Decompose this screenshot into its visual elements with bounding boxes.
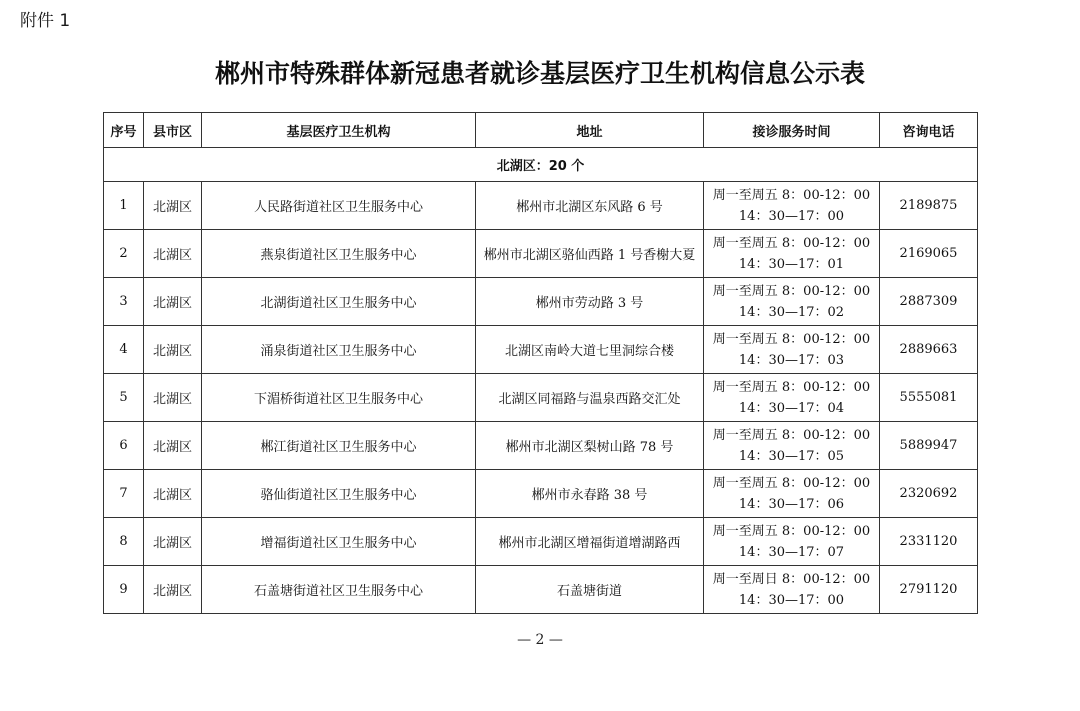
row-institution: 北湖街道社区卫生服务中心: [202, 278, 476, 326]
row-district: 北湖区: [144, 518, 202, 566]
row-hours-afternoon: 14：30—17：07: [738, 544, 845, 560]
row-hours-morning: 周一至周五 8：00-12：00: [712, 427, 871, 443]
row-number: 4: [104, 326, 144, 374]
row-address: 郴州市北湖区梨树山路 78 号: [476, 422, 704, 470]
row-hours-afternoon: 14：30—17：00: [738, 592, 845, 608]
row-hours-morning: 周一至周五 8：00-12：00: [712, 523, 871, 539]
column-header-district: 县市区: [144, 113, 202, 148]
row-hours-afternoon: 14：30—17：06: [738, 496, 845, 512]
row-hours: [704, 374, 880, 422]
row-hours-afternoon: 14：30—17：02: [738, 304, 845, 320]
row-district: 北湖区: [144, 422, 202, 470]
column-header-institution: 基层医疗卫生机构: [202, 113, 476, 148]
row-address: 郴州市北湖区东风路 6 号: [476, 182, 704, 230]
row-address: 郴州市劳动路 3 号: [476, 278, 704, 326]
row-address: 郴州市北湖区增福街道增湖路西: [476, 518, 704, 566]
row-phone: 2189875: [880, 182, 978, 230]
row-hours-morning: 周一至周五 8：00-12：00: [712, 187, 871, 203]
row-institution: 下湄桥街道社区卫生服务中心: [202, 374, 476, 422]
row-address: 郴州市永春路 38 号: [476, 470, 704, 518]
row-district: 北湖区: [144, 278, 202, 326]
row-district: 北湖区: [144, 182, 202, 230]
row-institution: 增福街道社区卫生服务中心: [202, 518, 476, 566]
column-header-phone: 咨询电话: [880, 113, 978, 148]
document-title: 郴州市特殊群体新冠患者就诊基层医疗卫生机构信息公示表: [214, 59, 865, 88]
row-district: 北湖区: [144, 374, 202, 422]
table-row: [104, 278, 978, 326]
group-row: [104, 148, 978, 182]
row-address: 石盖塘街道: [476, 566, 704, 614]
row-hours-afternoon: 14：30—17：00: [738, 208, 845, 224]
row-hours: [704, 230, 880, 278]
row-hours-morning: 周一至周日 8：00-12：00: [712, 571, 871, 587]
row-phone: 2889663: [880, 326, 978, 374]
column-header-number: 序号: [104, 113, 144, 148]
table-row: [104, 518, 978, 566]
table-row: [104, 230, 978, 278]
row-phone: 2331120: [880, 518, 978, 566]
row-address: 北湖区同福路与温泉西路交汇处: [476, 374, 704, 422]
row-number: 7: [104, 470, 144, 518]
row-address: 郴州市北湖区骆仙西路 1 号香榭大夏: [476, 230, 704, 278]
table-row: [104, 566, 978, 614]
row-phone: 2791120: [880, 566, 978, 614]
row-hours: [704, 566, 880, 614]
row-hours: [704, 422, 880, 470]
row-number: 6: [104, 422, 144, 470]
row-number: 1: [104, 182, 144, 230]
row-phone: 5889947: [880, 422, 978, 470]
row-hours-morning: 周一至周五 8：00-12：00: [712, 283, 871, 299]
row-phone: 2320692: [880, 470, 978, 518]
row-institution: 燕泉街道社区卫生服务中心: [202, 230, 476, 278]
row-institution: 郴江街道社区卫生服务中心: [202, 422, 476, 470]
row-district: 北湖区: [144, 326, 202, 374]
row-phone: 5555081: [880, 374, 978, 422]
row-hours: [704, 278, 880, 326]
row-hours-afternoon: 14：30—17：03: [738, 352, 845, 368]
row-district: 北湖区: [144, 566, 202, 614]
row-phone: 2169065: [880, 230, 978, 278]
table-row: [104, 374, 978, 422]
row-number: 2: [104, 230, 144, 278]
row-hours-afternoon: 14：30—17：01: [738, 256, 845, 272]
row-hours: [704, 470, 880, 518]
row-hours-afternoon: 14：30—17：04: [738, 400, 845, 416]
page-number: — 2 —: [517, 632, 563, 648]
row-hours-morning: 周一至周五 8：00-12：00: [712, 475, 871, 491]
info-table: [103, 112, 978, 614]
row-number: 8: [104, 518, 144, 566]
row-number: 3: [104, 278, 144, 326]
row-hours: [704, 518, 880, 566]
row-phone: 2887309: [880, 278, 978, 326]
attachment-label: 附件 1: [20, 11, 71, 31]
table-row: [104, 326, 978, 374]
row-number: 9: [104, 566, 144, 614]
row-institution: 骆仙街道社区卫生服务中心: [202, 470, 476, 518]
row-district: 北湖区: [144, 230, 202, 278]
row-hours-morning: 周一至周五 8：00-12：00: [712, 331, 871, 347]
table-row: [104, 422, 978, 470]
column-header-hours: 接诊服务时间: [704, 113, 880, 148]
row-hours-morning: 周一至周五 8：00-12：00: [712, 379, 871, 395]
table-header-row: [104, 113, 978, 148]
row-district: 北湖区: [144, 470, 202, 518]
table-row: [104, 470, 978, 518]
row-hours-morning: 周一至周五 8：00-12：00: [712, 235, 871, 251]
row-hours-afternoon: 14：30—17：05: [738, 448, 845, 464]
row-hours: [704, 182, 880, 230]
row-institution: 涌泉街道社区卫生服务中心: [202, 326, 476, 374]
district-group-label: 北湖区：20 个: [104, 148, 978, 182]
row-institution: 人民路街道社区卫生服务中心: [202, 182, 476, 230]
row-institution: 石盖塘街道社区卫生服务中心: [202, 566, 476, 614]
table-row: [104, 182, 978, 230]
row-number: 5: [104, 374, 144, 422]
row-address: 北湖区南岭大道七里洞综合楼: [476, 326, 704, 374]
row-hours: [704, 326, 880, 374]
column-header-address: 地址: [476, 113, 704, 148]
